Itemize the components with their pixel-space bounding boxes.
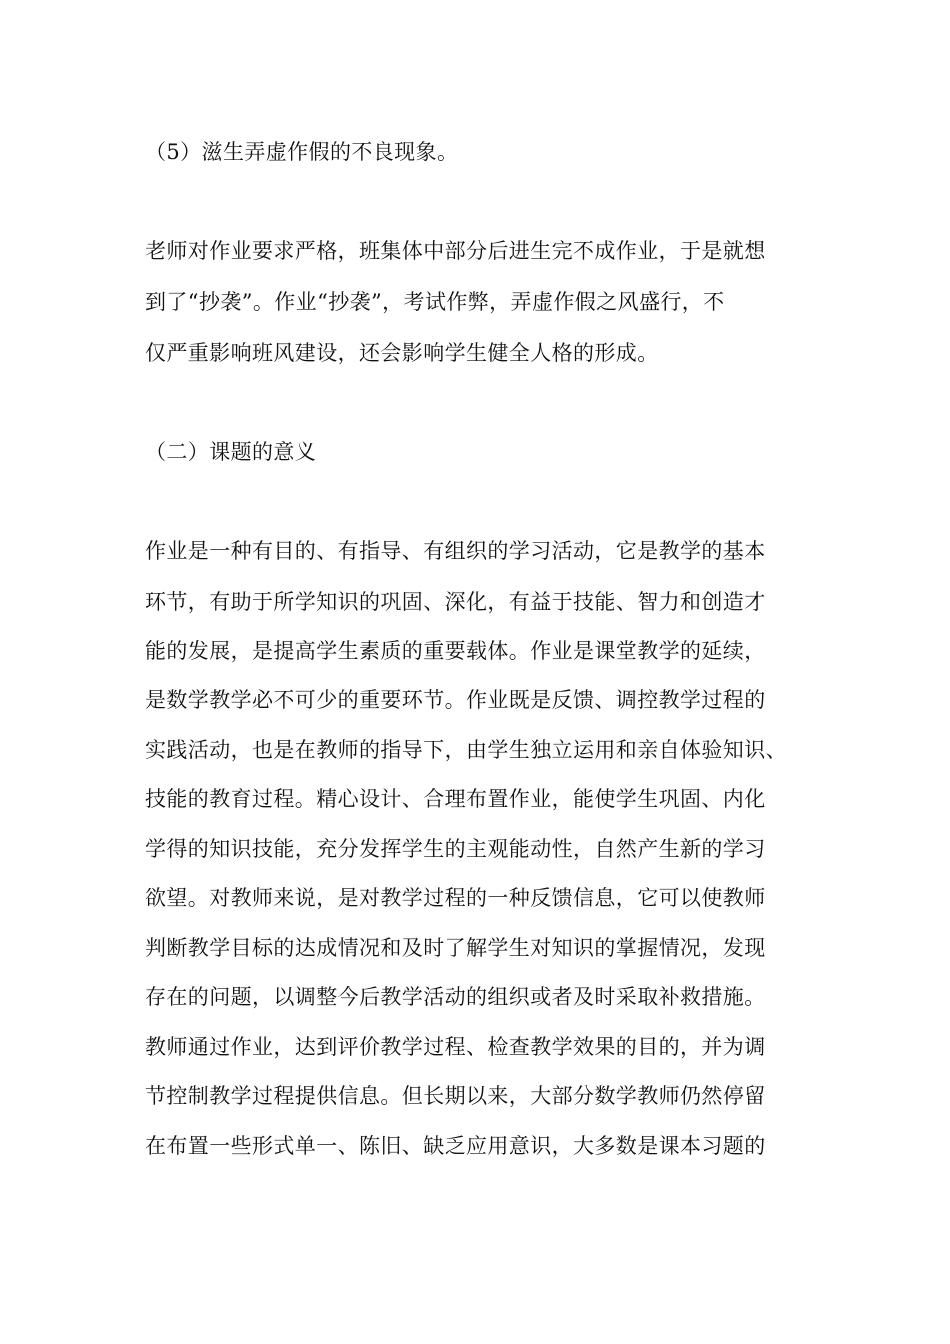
section-2-heading: （二）课题的意义 xyxy=(145,440,317,464)
paragraph-line: 作业是一种有目的、有指导、有组织的学习活动，它是教学的基本 xyxy=(145,539,766,563)
paragraph-line: 在布置一些形式单一、陈旧、缺乏应用意识，大多数是课本习题的 xyxy=(145,1134,766,1158)
paragraph-line: 实践活动，也是在教师的指导下，由学生独立运用和亲自体验知识、 xyxy=(145,738,787,762)
paragraph-line: 仅严重影响班风建设，还会影响学生健全人格的形成。 xyxy=(145,341,659,365)
paragraph-line: 环节，有助于所学知识的巩固、深化，有益于技能、智力和创造才 xyxy=(145,590,766,614)
paragraph-line: 节控制教学过程提供信息。但长期以来，大部分数学教师仍然停留 xyxy=(145,1084,766,1108)
paragraph-line: 老师对作业要求严格，班集体中部分后进生完不成作业，于是就想 xyxy=(145,239,766,263)
paragraph-line: 技能的教育过程。精心设计、合理布置作业，能使学生巩固、内化 xyxy=(145,787,766,811)
paragraph-line: 存在的问题，以调整今后教学活动的组织或者及时采取补救措施。 xyxy=(145,985,766,1009)
paragraph-line: 判断教学目标的达成情况和及时了解学生对知识的掌握情况，发现 xyxy=(145,936,766,960)
paragraph-line: 学得的知识技能，充分发挥学生的主观能动性，自然产生新的学习 xyxy=(145,837,766,861)
item-5-heading: （5）滋生弄虚作假的不良现象。 xyxy=(145,140,459,164)
paragraph-line: 欲望。对教师来说，是对教学过程的一种反馈信息，它可以使教师 xyxy=(145,886,766,910)
paragraph-line: 是数学教学必不可少的重要环节。作业既是反馈、调控教学过程的 xyxy=(145,688,766,712)
paragraph-line: 教师通过作业，达到评价教学过程、检查教学效果的目的，并为调 xyxy=(145,1035,766,1059)
paragraph-line: 到了“抄袭”。作业“抄袭”，考试作弊，弄虚作假之风盛行，不 xyxy=(145,290,725,314)
paragraph-line: 能的发展，是提高学生素质的重要载体。作业是课堂教学的延续， xyxy=(145,639,766,663)
